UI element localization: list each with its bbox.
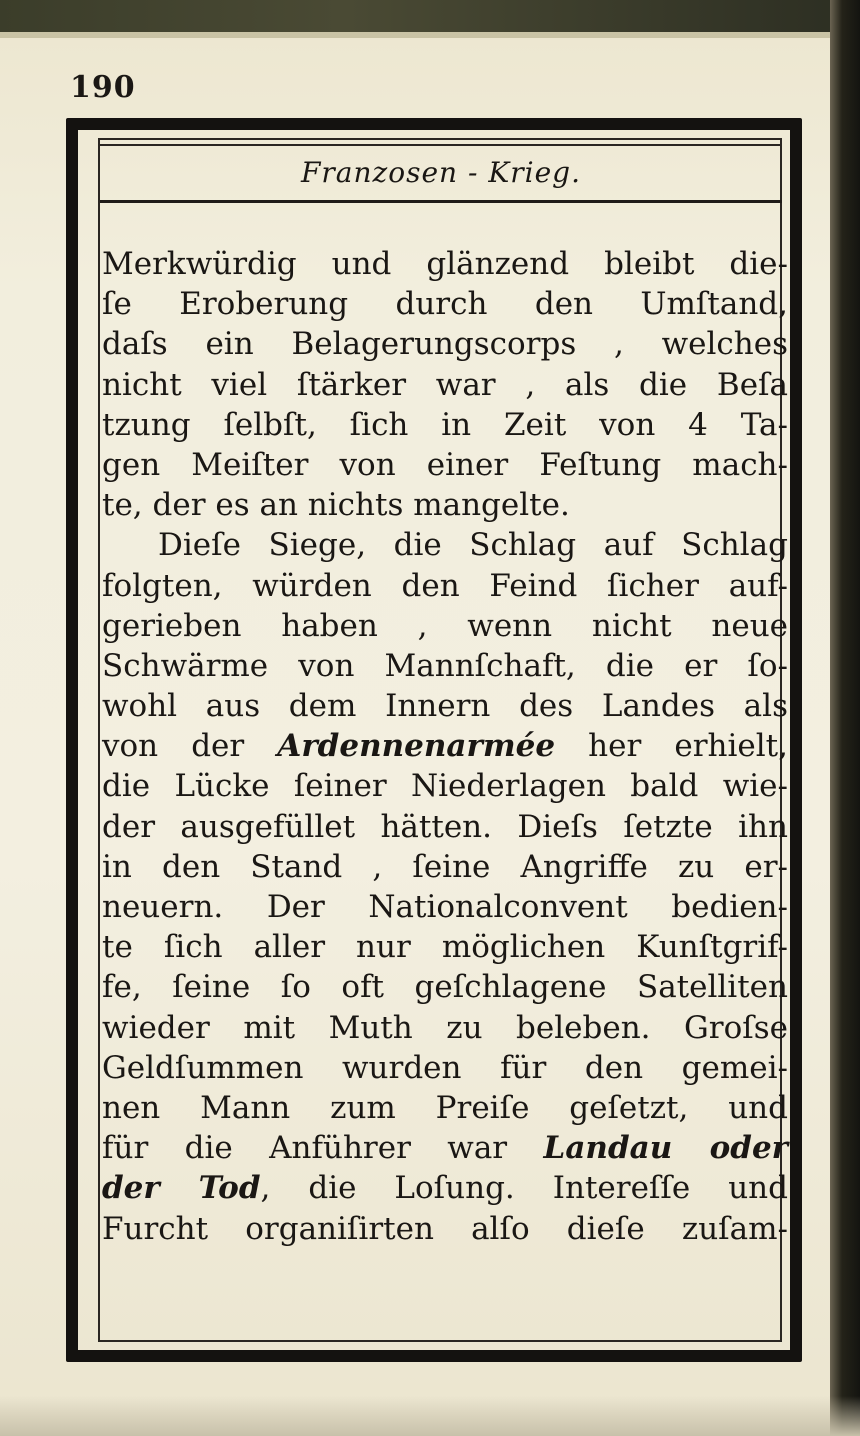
text-line: in den Stand , ſeine Angriffe zu er-: [102, 848, 788, 885]
text-line: gerieben haben , wenn nicht neue: [102, 607, 788, 644]
running-head: Franzosen - Krieg.: [300, 156, 582, 189]
text-line: fe, ſeine ſo oft geſchlagene Satelliten: [102, 969, 788, 1006]
text-run: für die Anführer war: [102, 1130, 544, 1167]
text-line: te ſich aller nur möglichen Kunſtgrif-: [102, 929, 788, 966]
header-rule-bottom: [100, 200, 782, 203]
text-line: gen Meiſter von einer Feſtung mach-: [102, 446, 788, 483]
text-line: [102, 1128, 788, 1168]
text-line: te, der es an nichts mangelte.: [102, 487, 570, 524]
text-line: die Lücke ſeiner Niederlagen bald wie-: [102, 768, 788, 805]
emphasis-ardennenarmee: Ardennenarmée: [277, 728, 556, 765]
body-text: [102, 244, 788, 1249]
text-line: Schwärme von Mannſchaft, die er ſo-: [102, 647, 788, 684]
text-run: von der: [102, 728, 278, 765]
emphasis-der-tod: der Tod: [102, 1170, 261, 1207]
text-line: Furcht organiſirten alſo dieſe zuſam-: [102, 1210, 788, 1247]
text-line: Geldſummen wurden für den gemei-: [102, 1049, 788, 1086]
text-line: nicht viel ſtärker war , als die Beſa: [102, 366, 788, 403]
text-line: tzung ſelbſt, ſich in Zeit von 4 Ta-: [102, 406, 788, 443]
text-line: folgten, würden den Feind ſicher auf-: [102, 567, 788, 604]
emphasis-landau: Landau oder: [543, 1130, 788, 1167]
scan-bottom-edge: [0, 1396, 860, 1436]
text-run: her erhielt,: [555, 728, 788, 765]
text-line: Merkwürdig und glänzend bleibt die-: [102, 246, 788, 282]
text-run: , die Loſung. Intereſſe und: [260, 1170, 788, 1207]
text-line: [102, 1168, 788, 1208]
scan-top-edge: [0, 0, 860, 38]
text-line: [102, 726, 788, 766]
text-line: ſe Eroberung durch den Umſtand,: [102, 286, 788, 323]
header-rule-top: [100, 144, 782, 146]
text-line: nen Mann zum Preiſe geſetzt, und: [102, 1089, 788, 1126]
text-line: wieder mit Muth zu beleben. Groſse: [102, 1009, 788, 1046]
text-line-paragraph-start: Dieſe Siege, die Schlag auf Schlag: [158, 527, 788, 564]
text-line: neuern. Der Nationalconvent bedien-: [102, 889, 788, 925]
page-number: 190: [70, 70, 136, 105]
text-line: der ausgefüllet hätten. Dieſs ſetzte ihn: [102, 808, 788, 845]
scan-right-edge: [830, 0, 860, 1436]
text-line: daſs ein Belagerungscorps , welches: [102, 326, 788, 363]
text-line: wohl aus dem Innern des Landes als: [102, 688, 788, 725]
